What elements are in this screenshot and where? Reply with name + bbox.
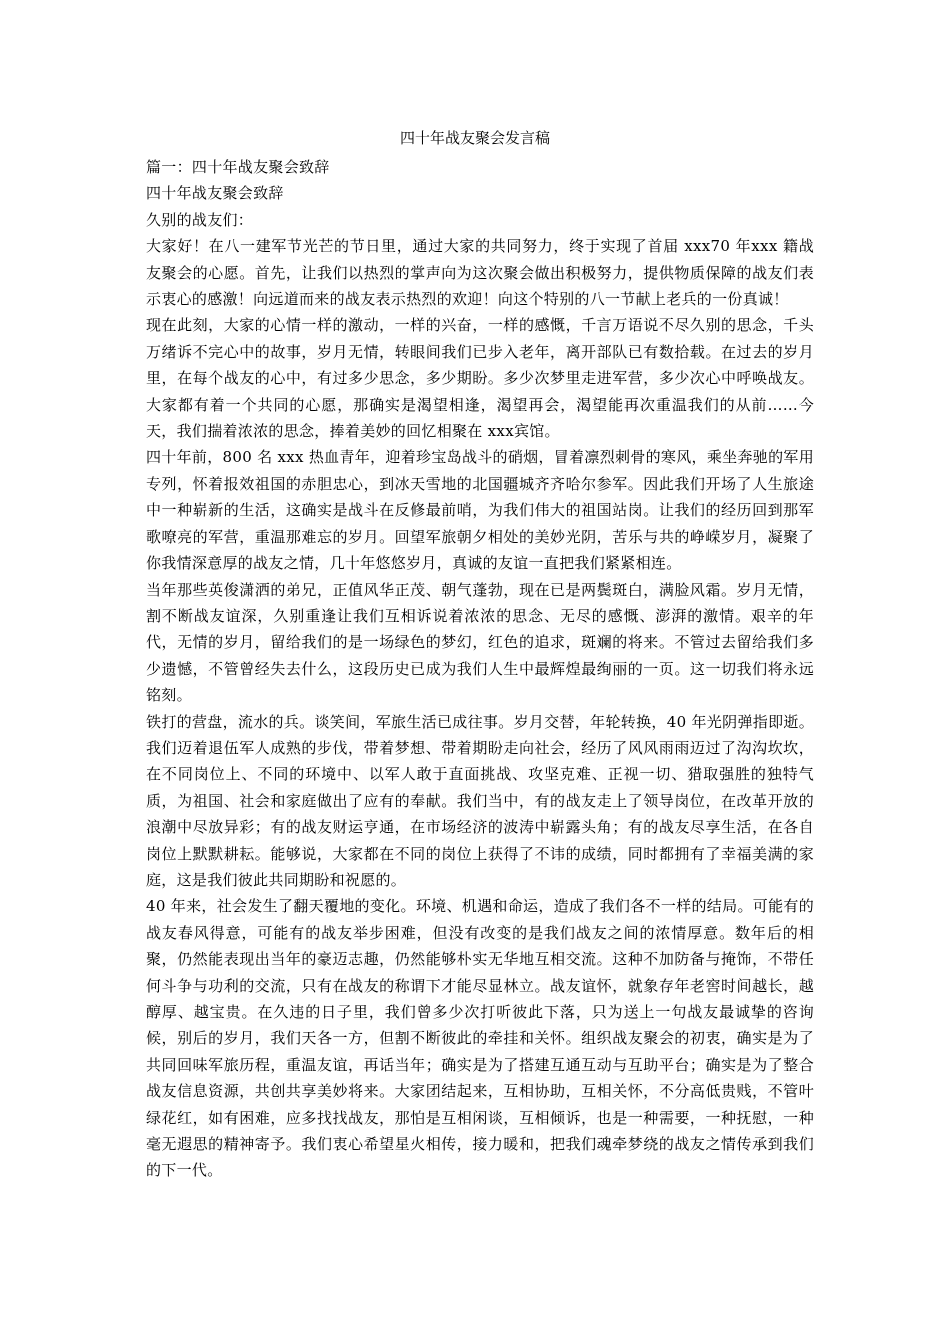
paragraph-forty-years-ago: 四十年前，800 名 xxx 热血青年，迎着珍宝岛战斗的硝烟，冒着凛烈刺骨的寒风，乘坐奔驰的军用专列，怀着报效祖国的赤胆忠心，到冰天雪地的北国疆城齐齐哈尔参军。因此我们开场了人生旅途中一种崭新的生活，这确实是战斗在反修最前哨，为我们伟大的祖国站岗。让我们的经历回到那军歌嘹亮的军营，重温那难忘的岁月。回望军旅朝夕相处的美妙光阴，苦乐与共的峥嵘岁月，凝聚了你我情深意厚的战友之情，几十年悠悠岁月，真诚的友谊一直把我们紧紧相连。 <box>146 448 814 573</box>
document-title: 四十年战友聚会发言稿 <box>399 129 550 147</box>
paragraph-forty-years-change: 40 年来，社会发生了翻天覆地的变化。环境、机遇和命运，造成了我们各不一样的结局。可能有的战友春风得意，可能有的战友举步困难，但没有改变的是我们战友之间的浓情厚意。数年后的相聚，仍然能表现出当年的豪迈志趣，仍然能够朴实无华地互相交流。这种不加防备与掩饰，不带任何斗争与功利的交流，只有在战友的称谓下才能尽显林立。战友谊怀，就象存年老窖时间越长，越醇厚、越宝贵。在久违的日子里，我们曾多少次打听彼此下落，只为送上一句战友最诚挚的咨询候，别后的岁月，我们天各一方，但割不断彼此的牵挂和关怀。组织战友聚会的初衷，确实是为了共同回味军旅历程，重温友谊，再话当年；确实是为了搭建互通互动与互助平台；确实是为了整合战友信息资源，共创共享美妙将来。大家团结起来，互相协助，互相关怀，不分高低贵贱，不管叶绿花红，如有困难，应多找找战友，那怕是互相闲谈，互相倾诉，也是一种需要，一种抚慰，一种毫无遐思的精神寄予。我们衷心希望星火相传，接力暖和，把我们魂牵梦绕的战友之情传承到我们的下一代。 <box>146 897 814 1180</box>
document-body <box>146 154 814 1184</box>
paragraph-brothers-then: 当年那些英俊潇洒的弟兄，正值风华正茂、朝气蓬勃，现在已是两鬓斑白，满脸风霜。岁月无情，割不断战友谊深，久别重逢让我们互相诉说着浓浓的思念、无尽的感慨、澎湃的激情。艰辛的年代，无情的岁月，留给我们的是一场绿色的梦幻，红色的追求，斑斓的将来。不管过去留给我们多少遗憾，不管曾经失去什么，这段历史已成为我们人生中最辉煌最绚丽的一页。这一切我们将永远铭刻。 <box>146 580 814 705</box>
section-heading: 篇一：四十年战友聚会致辞 <box>146 158 330 176</box>
paragraph-welcome: 大家好！在八一建军节光芒的节日里，通过大家的共同努力，终于实现了首届 xxx70 年xxx 籍战友聚会的心愿。首先，让我们以热烈的掌声向为这次聚会做出积极努力，提供物质保障的战友们表示衷心的感激！向远道而来的战友表示热烈的欢迎！向这个特别的八一节献上老兵的一份真诚！ <box>146 237 814 309</box>
paragraph-reunion-feelings: 现在此刻，大家的心情一样的激动，一样的兴奋，一样的感慨，千言万语说不尽久别的思念，千头万绪诉不完心中的故事，岁月无情，转眼间我们已步入老年，离开部队已有数拾载。在过去的岁月里，在每个战友的心中，有过多少思念，多少期盼。多少次梦里走进军营，多少次心中呼唤战友。大家都有着一个共同的心愿，那确实是渴望相逢，渴望再会，渴望能再次重温我们的从前……今天，我们揣着浓浓的思念，捧着美妙的回忆相聚在 xxx宾馆。 <box>146 316 814 441</box>
paragraph-after-service: 铁打的营盘，流水的兵。谈笑间，军旅生活已成往事。岁月交替，年轮转换，40 年光阴弹指即逝。我们迈着退伍军人成熟的步伐，带着梦想、带着期盼走向社会，经历了风风雨雨迈过了沟沟坎坎，在不同岗位上、不同的环境中、以军人敢于直面挑战、攻坚克难、正视一切、猎取强胜的独特气质，为祖国、社会和家庭做出了应有的奉献。我们当中，有的战友走上了领导岗位，在改革开放的浪潮中尽放异彩；有的战友财运亨通，在市场经济的波涛中崭露头角；有的战友尽享生活，在各自岗位上默默耕耘。能够说，大家都在不同的岗位上获得了不讳的成绩，同时都拥有了幸福美满的家庭，这是我们彼此共同期盼和祝愿的。 <box>146 712 814 889</box>
greeting-line: 久别的战友们： <box>146 210 254 229</box>
speech-subtitle: 四十年战友聚会致辞 <box>146 184 284 203</box>
